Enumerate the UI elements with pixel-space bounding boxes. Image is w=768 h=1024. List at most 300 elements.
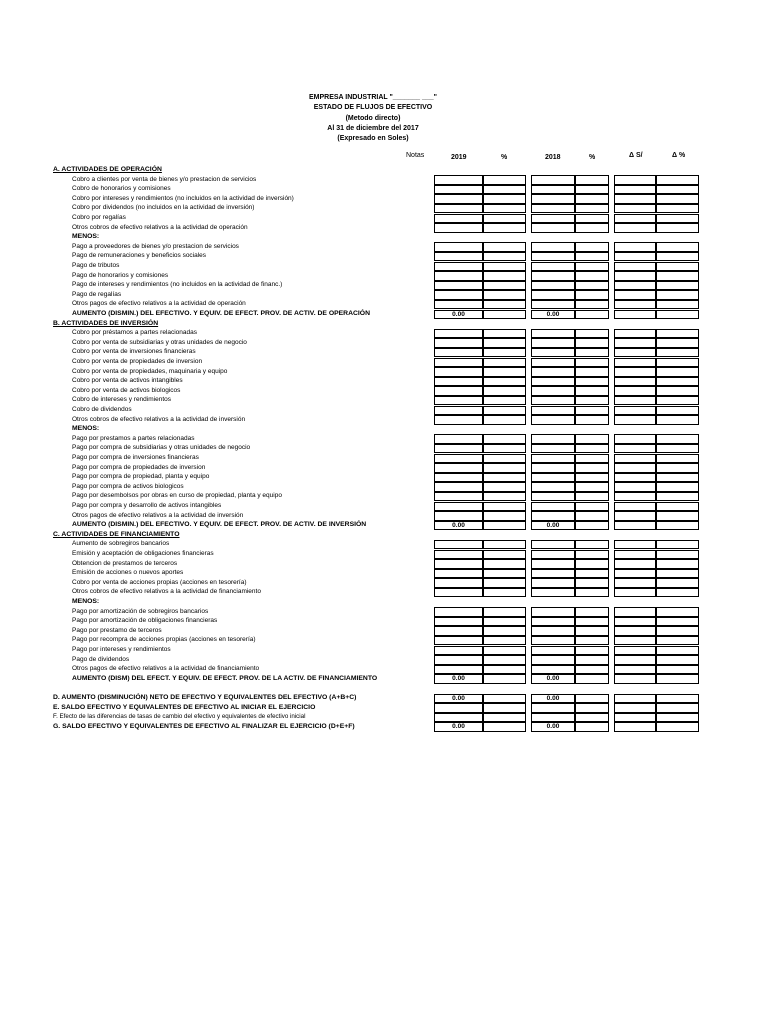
method-subtitle: (Metodo directo) — [345, 115, 401, 122]
value-cell — [656, 185, 699, 195]
value-cell — [434, 482, 483, 492]
value-cell — [483, 646, 526, 656]
value-cell — [656, 713, 699, 723]
value-cell — [614, 694, 656, 704]
value-cell — [656, 540, 699, 550]
value-cell — [434, 252, 483, 262]
value-cell — [483, 262, 526, 272]
value-cell — [531, 607, 575, 617]
value-cell — [656, 588, 699, 598]
statement-title: ESTADO DE FLUJOS DE EFECTIVO — [313, 104, 433, 111]
value-cell — [575, 204, 609, 214]
value-cell — [614, 674, 656, 684]
value-cell — [483, 242, 526, 252]
line-item-label: G. SALDO EFECTIVO Y EQUIVALENTES DE EFECTIVO AL FINALIZAR EL EJERCICIO (D+E+F) — [53, 722, 355, 730]
column-header-delta-soles: Δ S/ — [629, 152, 643, 159]
line-item-label: Cobro por venta de propiedades de inversion — [72, 358, 203, 365]
line-item-label: E. SALDO EFECTIVO Y EQUIVALENTES DE EFECTIVO AL INICIAR EL EJERCICIO — [53, 703, 316, 711]
value-cell — [531, 492, 575, 502]
column-header-pct-2018: % — [589, 154, 596, 161]
value-cell — [531, 703, 575, 713]
line-item-label: Pago a proveedores de bienes y/o prestacion de servicios — [72, 242, 239, 250]
line-item-label: Pago por recompra de acciones propias (acciones en tesorería) — [72, 636, 256, 644]
value-cell — [656, 175, 699, 185]
line-item-label: Pago por amortización de obligaciones financieras — [72, 617, 218, 625]
value-cell — [656, 329, 699, 339]
value-cell — [614, 540, 656, 550]
value-cell — [614, 550, 656, 560]
value-cell — [614, 415, 656, 425]
value-cell — [614, 511, 656, 521]
value-cell — [575, 703, 609, 713]
value-cell — [434, 281, 483, 291]
value-cell — [614, 348, 656, 358]
value-cell — [575, 463, 609, 473]
value-cell — [656, 559, 699, 569]
value-cell — [575, 646, 609, 656]
value-cell — [656, 473, 699, 483]
value-cell — [434, 175, 483, 185]
value-cell — [656, 636, 699, 646]
value-cell — [434, 185, 483, 195]
value-cell — [531, 636, 575, 646]
value-cell — [434, 386, 483, 396]
value-cell — [531, 214, 575, 224]
line-item-label: Obtencion de prestamos de terceros — [72, 559, 178, 567]
value-cell — [656, 262, 699, 272]
value-cell — [483, 415, 526, 425]
value-cell — [614, 434, 656, 444]
value-cell — [614, 502, 656, 512]
value-cell — [483, 473, 526, 483]
value-cell: 0.00 — [531, 521, 575, 531]
value-cell — [614, 214, 656, 224]
value-cell — [656, 242, 699, 252]
value-cell — [531, 242, 575, 252]
line-item-label: Cobro por préstamos a partes relacionadas — [72, 329, 198, 337]
value-cell — [531, 588, 575, 598]
value-cell — [656, 281, 699, 291]
value-cell — [575, 194, 609, 204]
value-cell — [434, 463, 483, 473]
value-cell — [575, 511, 609, 521]
value-cell — [531, 377, 575, 387]
value-cell — [614, 492, 656, 502]
value-cell — [614, 358, 656, 368]
value-cell — [483, 550, 526, 560]
value-cell — [656, 665, 699, 675]
value-cell — [575, 636, 609, 646]
value-cell — [434, 194, 483, 204]
value-cell — [434, 242, 483, 252]
value-cell — [434, 290, 483, 300]
value-cell — [531, 550, 575, 560]
value-cell — [531, 194, 575, 204]
value-cell — [483, 329, 526, 339]
value-cell — [483, 655, 526, 665]
value-cell — [614, 185, 656, 195]
value-cell — [656, 626, 699, 636]
value-cell — [483, 617, 526, 627]
value-cell — [531, 473, 575, 483]
value-cell — [575, 223, 609, 233]
value-cell — [656, 310, 699, 320]
line-item-label: Pago por compra de activos biologicos — [72, 482, 184, 490]
value-cell — [614, 329, 656, 339]
value-cell — [531, 646, 575, 656]
line-item-label: F. Efecto de las diferencias de tasas de cambio del efectivo y equivalentes de efectivo inicial — [53, 713, 306, 721]
value-cell — [614, 482, 656, 492]
value-cell — [575, 482, 609, 492]
value-cell — [483, 386, 526, 396]
value-cell — [483, 559, 526, 569]
value-cell — [575, 655, 609, 665]
value-cell — [483, 194, 526, 204]
value-cell — [531, 482, 575, 492]
value-cell — [434, 607, 483, 617]
value-cell — [656, 617, 699, 627]
value-cell — [575, 406, 609, 416]
value-cell — [434, 713, 483, 723]
value-cell — [483, 540, 526, 550]
value-cell — [614, 367, 656, 377]
value-cell — [434, 204, 483, 214]
value-cell: 0.00 — [531, 694, 575, 704]
value-cell: 0.00 — [531, 310, 575, 320]
value-cell — [575, 626, 609, 636]
value-cell — [656, 492, 699, 502]
value-cell — [483, 310, 526, 320]
value-cell — [531, 502, 575, 512]
value-cell — [483, 204, 526, 214]
value-cell — [531, 300, 575, 310]
line-item-label: Otros pagos de efectivo relativos a la actividad de financiamiento — [72, 665, 260, 673]
value-cell — [434, 415, 483, 425]
value-cell — [434, 377, 483, 387]
line-item-label: Pago de intereses y rendimientos (no incluidos en la actividad de financ.) — [72, 281, 283, 289]
value-cell — [483, 444, 526, 454]
line-item-label: Pago por intereses y rendimientos — [72, 646, 171, 653]
value-cell — [483, 578, 526, 588]
value-cell — [434, 454, 483, 464]
line-item-label: Pago por prestamos a partes relacionadas — [72, 434, 195, 442]
value-cell — [656, 578, 699, 588]
value-cell — [434, 367, 483, 377]
value-cell — [614, 271, 656, 281]
column-header-notas: Notas — [406, 152, 425, 159]
value-cell — [575, 492, 609, 502]
value-cell — [434, 444, 483, 454]
value-cell — [531, 367, 575, 377]
value-cell — [483, 434, 526, 444]
value-cell — [531, 262, 575, 272]
value-cell — [434, 588, 483, 598]
value-cell — [531, 406, 575, 416]
value-cell — [483, 348, 526, 358]
value-cell — [656, 252, 699, 262]
value-cell — [614, 617, 656, 627]
value-cell — [575, 175, 609, 185]
value-cell — [434, 300, 483, 310]
value-cell — [614, 194, 656, 204]
line-item-label: Pago de dividendos — [72, 655, 130, 663]
value-cell — [575, 588, 609, 598]
value-cell — [531, 665, 575, 675]
value-cell — [434, 665, 483, 675]
value-cell — [531, 290, 575, 300]
value-cell — [575, 262, 609, 272]
value-cell — [614, 290, 656, 300]
value-cell — [575, 550, 609, 560]
value-cell — [656, 386, 699, 396]
value-cell — [434, 271, 483, 281]
line-item-label: Otros cobros de efectivo relativos a la actividad de inversión — [72, 415, 246, 423]
value-cell — [656, 722, 699, 732]
section-heading: A. ACTIVIDADES DE OPERACIÓN — [53, 166, 162, 173]
value-cell — [483, 722, 526, 732]
line-item-label: Otros pagos de efectivo relativos a la actividad de operación — [72, 300, 246, 308]
value-cell — [656, 194, 699, 204]
value-cell — [614, 386, 656, 396]
value-cell — [656, 271, 699, 281]
value-cell — [434, 396, 483, 406]
value-cell — [531, 626, 575, 636]
line-item-label: Cobro por regalías — [72, 214, 126, 221]
value-cell — [434, 329, 483, 339]
value-cell — [531, 175, 575, 185]
value-cell — [483, 338, 526, 348]
value-cell — [483, 482, 526, 492]
value-cell — [575, 281, 609, 291]
value-cell — [614, 646, 656, 656]
value-cell — [614, 204, 656, 214]
value-cell — [656, 511, 699, 521]
value-cell — [434, 338, 483, 348]
value-cell — [575, 290, 609, 300]
value-cell — [575, 214, 609, 224]
value-cell — [531, 415, 575, 425]
value-cell — [656, 204, 699, 214]
section-heading: C. ACTIVIDADES DE FINANCIAMIENTO — [53, 530, 180, 538]
value-cell — [614, 607, 656, 617]
line-item-label: Pago por compra de propiedad, planta y equipo — [72, 473, 210, 481]
line-item-label: Pago por compra de propiedades de inversion — [72, 463, 206, 471]
value-cell — [575, 473, 609, 483]
line-item-label: AUMENTO (DISMIN.) DEL EFECTIVO. Y EQUIV. DE EFECT. PROV. DE ACTIV. DE INVERSIÓN — [72, 521, 367, 529]
column-header-pct-2019: % — [501, 154, 508, 161]
value-cell — [483, 175, 526, 185]
value-cell — [656, 300, 699, 310]
line-item-label: Pago de regalías — [72, 290, 122, 298]
value-cell — [434, 655, 483, 665]
value-cell — [483, 511, 526, 521]
value-cell — [614, 252, 656, 262]
value-cell — [614, 242, 656, 252]
line-item-label: Otros pagos de efectivo relativos a la actividad de inversión — [72, 511, 244, 519]
value-cell — [434, 511, 483, 521]
value-cell: 0.00 — [434, 722, 483, 732]
value-cell — [614, 559, 656, 569]
value-cell — [575, 310, 609, 320]
value-cell — [614, 626, 656, 636]
value-cell — [656, 655, 699, 665]
value-cell — [575, 454, 609, 464]
value-cell: 0.00 — [531, 674, 575, 684]
value-cell — [483, 665, 526, 675]
line-item-label: Pago de remuneraciones y beneficios sociales — [72, 252, 207, 260]
value-cell — [483, 185, 526, 195]
value-cell — [575, 674, 609, 684]
value-cell — [614, 713, 656, 723]
value-cell — [575, 444, 609, 454]
value-cell — [483, 271, 526, 281]
value-cell — [434, 646, 483, 656]
column-header-2019: 2019 — [451, 154, 467, 161]
value-cell: 0.00 — [531, 722, 575, 732]
value-cell — [614, 338, 656, 348]
value-cell — [483, 492, 526, 502]
value-cell — [575, 665, 609, 675]
value-cell — [614, 444, 656, 454]
value-cell — [614, 588, 656, 598]
value-cell — [656, 358, 699, 368]
value-cell — [656, 377, 699, 387]
value-cell — [656, 214, 699, 224]
value-cell — [483, 358, 526, 368]
value-cell — [656, 454, 699, 464]
value-cell — [614, 310, 656, 320]
value-cell — [483, 694, 526, 704]
value-cell — [656, 674, 699, 684]
value-cell — [656, 406, 699, 416]
value-cell — [656, 415, 699, 425]
line-item-label: Cobro de dividendos — [72, 406, 132, 413]
value-cell — [434, 540, 483, 550]
value-cell — [531, 271, 575, 281]
value-cell — [531, 396, 575, 406]
value-cell — [614, 300, 656, 310]
line-item-label: Pago por compra y desarrollo de activos intangibles — [72, 502, 222, 509]
value-cell — [531, 655, 575, 665]
line-item-label: Pago de honorarios y comisiones — [72, 271, 169, 279]
line-item-label: Cobro por venta de inversiones financieras — [72, 348, 196, 356]
value-cell — [434, 358, 483, 368]
value-cell — [434, 626, 483, 636]
value-cell — [531, 281, 575, 291]
value-cell — [434, 348, 483, 358]
value-cell — [656, 646, 699, 656]
value-cell — [531, 338, 575, 348]
value-cell — [575, 367, 609, 377]
value-cell — [656, 434, 699, 444]
value-cell — [434, 223, 483, 233]
value-cell — [434, 473, 483, 483]
line-item-label: MENOS: — [72, 598, 100, 605]
line-item-label: Pago de tributos — [72, 262, 120, 269]
value-cell — [483, 300, 526, 310]
value-cell — [531, 511, 575, 521]
value-cell — [531, 348, 575, 358]
value-cell — [656, 694, 699, 704]
value-cell — [656, 703, 699, 713]
value-cell — [575, 300, 609, 310]
value-cell — [575, 694, 609, 704]
value-cell — [434, 703, 483, 713]
value-cell — [575, 713, 609, 723]
value-cell — [656, 569, 699, 579]
line-item-label: Cobro por dividendos (no incluidos en la actividad de inversión) — [72, 204, 255, 212]
value-cell — [483, 626, 526, 636]
value-cell — [531, 578, 575, 588]
line-item-label: Emisión y aceptación de obligaciones financieras — [72, 550, 214, 557]
value-cell — [483, 223, 526, 233]
line-item-label: Pago por desembolsos por obras en curso de propiedad, planta y equipo — [72, 492, 282, 500]
value-cell — [575, 540, 609, 550]
value-cell — [614, 722, 656, 732]
value-cell — [434, 214, 483, 224]
value-cell — [656, 223, 699, 233]
value-cell — [614, 262, 656, 272]
value-cell — [575, 617, 609, 627]
value-cell — [483, 396, 526, 406]
value-cell — [575, 242, 609, 252]
value-cell — [575, 185, 609, 195]
section-heading: B. ACTIVIDADES DE INVERSIÓN — [53, 319, 159, 327]
value-cell — [434, 550, 483, 560]
line-item-label: Otros cobros de efectivo relativos a la actividad de operación — [72, 223, 248, 231]
value-cell — [434, 617, 483, 627]
line-item-label: Emisión de acciones o nuevos aportes — [72, 569, 184, 577]
value-cell — [434, 559, 483, 569]
line-item-label: Pago por prestamo de terceros — [72, 626, 162, 634]
value-cell — [483, 703, 526, 713]
value-cell — [575, 329, 609, 339]
value-cell — [614, 473, 656, 483]
value-cell: 0.00 — [434, 521, 483, 531]
value-cell — [531, 617, 575, 627]
line-item-label: Cobro de intereses y rendimientos — [72, 396, 171, 404]
value-cell — [656, 348, 699, 358]
value-cell — [531, 386, 575, 396]
value-cell — [531, 223, 575, 233]
line-item-label: D. AUMENTO (DISMINUCIÓN) NETO DE EFECTIVO Y EQUIVALENTES DEL EFECTIVO (A+B+C) — [53, 694, 357, 701]
value-cell — [575, 415, 609, 425]
line-item-label: Cobro por venta de subsidiarias y otras unidades de negocio — [72, 338, 247, 346]
column-header-delta-pct: Δ % — [672, 152, 686, 159]
line-item-label: Cobro por intereses y rendimientos (no incluidos en la actividad de inversión) — [72, 194, 294, 202]
value-cell — [575, 271, 609, 281]
value-cell — [575, 578, 609, 588]
value-cell — [483, 636, 526, 646]
value-cell — [434, 636, 483, 646]
value-cell: 0.00 — [434, 674, 483, 684]
value-cell — [531, 444, 575, 454]
value-cell — [483, 454, 526, 464]
line-item-label: Cobro a clientes por venta de bienes y/o prestacion de servicios — [72, 175, 257, 183]
column-header-2018: 2018 — [545, 154, 561, 161]
value-cell — [575, 386, 609, 396]
value-cell — [483, 713, 526, 723]
value-cell — [656, 550, 699, 560]
line-item-label: Cobro por venta de activos intangibles — [72, 377, 183, 385]
value-cell — [656, 444, 699, 454]
value-cell — [483, 521, 526, 531]
line-item-label: Pago por compra de inversiones financieras — [72, 454, 199, 461]
value-cell — [656, 396, 699, 406]
value-cell — [483, 463, 526, 473]
value-cell — [575, 502, 609, 512]
value-cell — [656, 367, 699, 377]
